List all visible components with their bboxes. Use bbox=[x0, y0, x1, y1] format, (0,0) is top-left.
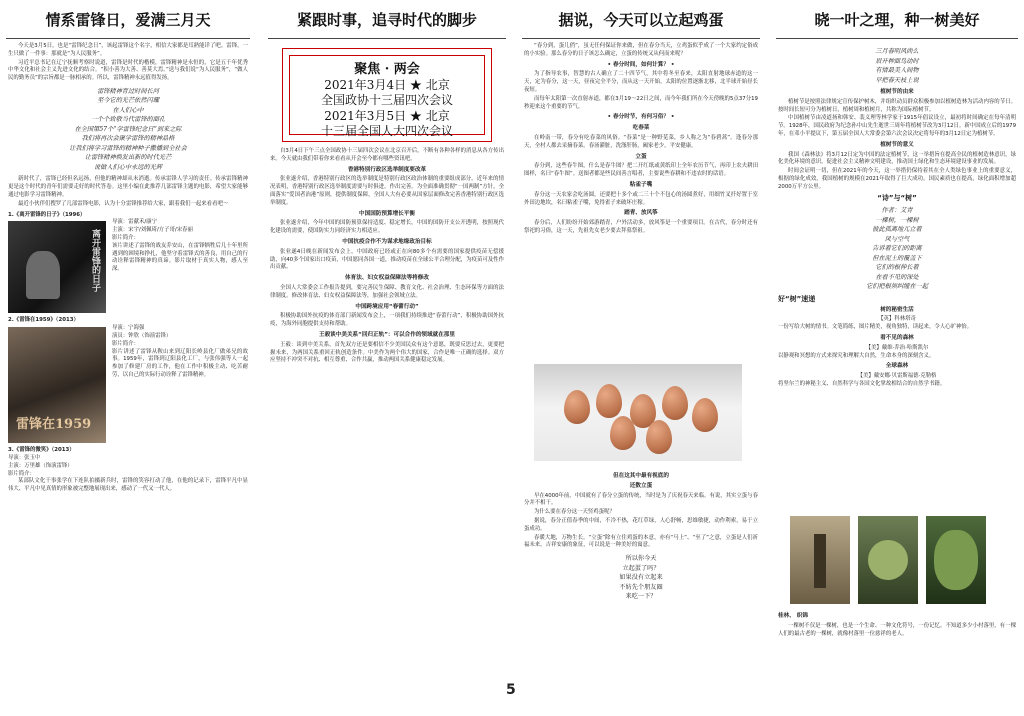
book-cover-3 bbox=[926, 516, 986, 604]
subheading: “诗”与“树” bbox=[877, 193, 917, 202]
article-body-end bbox=[770, 606, 1024, 710]
book-cover-2 bbox=[858, 516, 918, 604]
two-sessions-banner bbox=[282, 48, 492, 142]
book-desc: 一份写给大树的情书。文笔简练，图片精美，视角独特，读起来，令人心旷神怡。 bbox=[778, 324, 973, 331]
section-title: 情系雷锋日，爱满三月天 bbox=[6, 2, 250, 39]
cast: 主演：宋宇/刘佩琦/方子哥/宋春丽 bbox=[112, 227, 193, 234]
poem-line: 在看不见的深处 bbox=[875, 273, 919, 281]
film-title: 3.《雷锋的微笑》（2013） bbox=[8, 447, 75, 454]
book-cover-1 bbox=[790, 516, 850, 604]
paragraph: 张业遂介绍，今年中国的国防预算保持适度、稳定增长，中国的国防开支公开透明，按照现代化建设的需要，使国防实力同经济实力相适应。 bbox=[270, 220, 504, 235]
poem-author: 作者：艾青 bbox=[881, 207, 913, 215]
poem-line: 彼此孤离地兀立着 bbox=[872, 226, 922, 234]
poem-line: 有情最美人间物 bbox=[875, 67, 919, 74]
subheading: 踏青、放风筝 bbox=[624, 210, 658, 217]
paragraph: 积极协助国外抗疫的体育部门新闻发布会上，一项我们持续推进“春蕾行动”，积极协助国外抗疫，为海外同胞提供支持和帮助。 bbox=[270, 313, 504, 328]
column-leifeng bbox=[0, 0, 256, 716]
subheading: • 春分时节，有何习俗？ • bbox=[607, 114, 675, 121]
paragraph: 为什么要在春分这一天竖鸡蛋呢？ bbox=[534, 509, 615, 516]
paragraph: 一棵树不仅是一棵树，也是一个生命、一种文化符号，一份记忆。不知道多少小村落里，有一棵人们的最古老的一棵树，就像村落里一位慈祥的老人。 bbox=[778, 622, 1016, 637]
paragraph: 春暖大地，万物生长。“立蛋”除有立住鸡蛋的本意，亦有“马上”、“至了”之意，立蛋是人们祈福未来，吉祥安康的象征，可以说是一种美好的寓意。 bbox=[524, 534, 758, 549]
section-title: 晓一叶之理，种一树美好 bbox=[776, 2, 1018, 39]
article-body bbox=[516, 39, 766, 236]
book-title: 树的秘密生活 bbox=[880, 306, 914, 313]
paragraph: 而每年太阳第一次直射赤道，都在3月19～22日之间，而今年我们所在今天傍晚的5点37分19秒迎来这个重要的节气。 bbox=[524, 95, 758, 110]
paragraph: 时间会证明一切，但在2021年的今天，这一举措仍保持着其在全人类绿色事业上的重要意义，根据的绿化成效，我国植树的规模在2021年取得了巨大成功。国民素质也在提高，绿化面积增加超2000万平方公里。 bbox=[778, 168, 1016, 190]
book-desc: 以静观和冥想的方式来探究和理解大自然，生命本身的深刻含义。 bbox=[778, 352, 935, 359]
closing-line: 来吃一下？ bbox=[625, 593, 657, 601]
director: 导演：宁海强 bbox=[112, 325, 145, 332]
article-body bbox=[0, 39, 256, 494]
paragraph: 据说，春分正值春季的中间，不冷不热，花红草绿，人心舒畅，思维敏捷，动作利索，易于立蛋成功。 bbox=[524, 517, 758, 532]
article-body bbox=[770, 39, 1024, 389]
subheading: 中国跨境应用“春蕾行动” bbox=[355, 303, 419, 310]
eggs-photo bbox=[534, 364, 742, 461]
poster-title: 离开雷锋的日子 bbox=[90, 229, 100, 293]
paragraph: 植树节是按照法律规定宣传保护树木，并组织动员群众积极参加以植树造林为活动内容的节日。按时间长短可分为植树日，植树周和植树月，共称为国际植树节。 bbox=[778, 98, 1016, 113]
poem-line: 说做人们心中永远的光辉 bbox=[93, 163, 163, 171]
poem-line: 让雷锋精神焕发出新的时代光芒 bbox=[84, 154, 172, 162]
closing-line: 不妨先个朋友圈 bbox=[619, 583, 663, 591]
paragraph: 中国植树节由凌道扬和韩安、裴义理等林学家于1915年倡议设立，最初将时间确定在每年清明节。1928年，国民政府为纪念孙中山先生逝世三周年将植树节改为3月12日。新中国成立后的1979年，在邓小平提议下，第五届全国人大常委会第六次会议决定将每年的3月12日定为植树节。 bbox=[778, 115, 1016, 137]
intro-label: 影片简介： bbox=[112, 340, 139, 347]
film-title: 2.《雷锋在1959》（2013） bbox=[8, 317, 79, 324]
paragraph: 我国《森林法》将3月12日定为中国的法定植树节，这一举措旨在提高全民的植树造林意识，绿化美化环境的意识，促进社会主义精神文明建设，推动国土绿化和生态环境建设事业的发展。 bbox=[778, 151, 1016, 166]
section-title: 紧跟时事，追寻时代的脚步 bbox=[268, 2, 506, 39]
intro-poem bbox=[778, 47, 1016, 85]
paragraph: 为了指导农事，智慧的古人确立了二十四节气，其中将冬至春来，太阳直射地球赤道的这一天，定为春分，这一天，昼夜完全平分，而从这一天开始，太阳的位置逐渐北移，北半球开始昼长夜短。 bbox=[524, 71, 758, 93]
poem-line: 我们将再次会聚学雷锋的精神品格 bbox=[81, 135, 175, 143]
book-title: 全球森林 bbox=[885, 363, 909, 370]
book-title: 看不见的森林 bbox=[880, 335, 914, 342]
paragraph: 春分后，人们纷纷开始郊游踏青，户外活动多，放风筝是一个重要项目。在古代，春分时还有祭祀的习俗，这一天，先祖先女老少要去拜墓祭祖。 bbox=[524, 220, 758, 234]
intro-label: 影片简介： bbox=[112, 235, 139, 242]
article-body bbox=[262, 144, 512, 708]
poem-line: 至今它的光芒依然闪耀 bbox=[97, 97, 159, 105]
book-author: 【英】科林塔奇 bbox=[878, 316, 916, 323]
subheading: 粘雀子嘴 bbox=[629, 181, 653, 188]
film2-poster bbox=[8, 325, 108, 445]
film-title: 1.《离开雷锋的日子》（1996） bbox=[8, 211, 86, 218]
paragraph: 新时代了，雷锋已经但名远扬，但他的精神却从未消逝。传承雷锋人学习的责任。传承雷锋精神更是这个时代的青年们需要走好的时代答卷。这里小编在此推荐几部雷锋主题的电影，希望大家能够通过电影学习雷锋精神。 bbox=[8, 176, 248, 199]
director: 导演：张玉中 bbox=[8, 455, 41, 462]
photo-caption: 但在这其中最有视底的 bbox=[613, 473, 669, 479]
poem-line: 早把春天枝上说 bbox=[875, 76, 919, 84]
subheading: 植树节的意义 bbox=[880, 141, 914, 148]
subheading: 植树节的由来 bbox=[880, 89, 914, 95]
cast: 演员：钟欣（饰演雷锋） bbox=[112, 333, 172, 340]
paragraph: 春分到，这些春牛图，什么是春牛图？把二开红纸或黄纸印上全年农历节气，再印上农夫耕田图样，名曰“春牛图”。送图者都是些民间善言唱者，主要说些春耕和不违农时的话语。 bbox=[524, 163, 758, 178]
poem-line: 雷锋精神育过时间长河 bbox=[97, 87, 159, 95]
paragraph: 王毅：谈到中美关系，首先双方还是要相信不少美国民众有这个意愿，既要反思过去，更要把握未来，为两国关系重回正轨创造条件。中美作为两个伟大的国家，合作是唯一正确的选择。双方应坚持不冲突不对抗、相互尊重、合作共赢，推动两国关系健康稳定发展。 bbox=[270, 341, 504, 364]
paragraph: 自3月4日下午三点全国政协十三届四次会议在北京召开后，不断有各种各样的消息从各方传出来。今天就由我们带着你来看看从开会至今都有哪些资讯吧。 bbox=[270, 148, 504, 162]
poem-line: 眉开种面鸟动时 bbox=[875, 57, 919, 65]
poster-title: 雷锋在1959 bbox=[16, 417, 92, 433]
banner-heading: 聚焦 · 两会 bbox=[354, 62, 420, 77]
poem-line: 风与空气 bbox=[884, 235, 910, 243]
subheading: 中国国防预算增长平衡 bbox=[359, 210, 415, 217]
paragraph: 今天是3月5日，也是“雷锋纪念日”，该起雷锋这个名字，相信大家都是耳熟能详了吧。雷锋，一生只做了一件事：那就是“为人民服务”。 bbox=[8, 43, 248, 57]
subheading: 香港特别行政区选举制度要改革 bbox=[347, 166, 427, 173]
paragraph: 早在4000年前，中国就有了春分立蛋的传统，当时是为了庆祝春天来临。有说，其实立蛋与春分并不相干。 bbox=[524, 492, 758, 507]
closing-line: 所以你今天 bbox=[625, 555, 657, 563]
paragraph: 在岭南一带，春分有吃春菜的风俗。“春菜”是一种野苋菜，乡人称之为“春碧蒿”。逢春分那天，全村人都去采摘春菜。春汤灌脏，洗涤肝肠，阖家老少，平安健康。 bbox=[524, 134, 758, 149]
paragraph: 习近平总书记在辽宁抚顺考察时说道，雷锋是时代的楷模，雷锋精神是永恒的，它是五千年优秀中华文化和社会主义先进文化的结合。“积小善为大善、善莫大焉。”送与我们说“为人民服务”，“做人民的勤务员”的宗旨都是一脉相承的。所以，雷锋精神永远值得发扬。 bbox=[8, 59, 248, 82]
intro-label: 影片简介： bbox=[8, 470, 35, 477]
paragraph: 张业遂4日晚在新闻发布会上，中国政府已经或正在向80多个有需要的国家提供疫苗无偿援助，向40多个国家出口疫苗，中国愿同各国一道，推动疫苗在全球公平合理分配，为疫苗可及性作出贡献。 bbox=[270, 248, 504, 271]
banner-line: 2021年3月5日 ★ 北京 bbox=[324, 108, 450, 123]
poem-line: 一棵树，一棵树 bbox=[875, 216, 919, 224]
subheading: 王毅谈中美关系“回归正轨”：可以合作的领域就在那里 bbox=[318, 331, 455, 338]
subheading: 立蛋 bbox=[635, 153, 647, 160]
article-body-continued bbox=[516, 466, 766, 684]
poem-line: 在人们心中 bbox=[112, 106, 144, 114]
closing-lines bbox=[524, 554, 758, 602]
subheading: 好“树”速递 bbox=[778, 294, 816, 303]
paragraph: 春分这一天农家会吃汤圆，还要把十多个或二三十个不包心的汤圆煮好，用细竹叉扦好置于室外田边地坎，名曰粘雀子嘴，免得雀子来破坏庄稼。 bbox=[524, 191, 758, 206]
book-desc: 将坚尔兰的神秘主义、自然科学与各国文化掌故相结合的自然学书籍。 bbox=[778, 381, 946, 388]
poem-line: 它们的根伸长着 bbox=[875, 264, 919, 272]
poem-line: 它们把根须纠缠在一起 bbox=[866, 283, 928, 291]
paragraph: “春分到，蛋儿俏”，虽无任何保证你来做，但在春分当天，立鸡蛋似乎成了一个大家约定俗成的小实验。那么春分的日子该怎么确定，立蛋的传统又从何而来呢？ bbox=[524, 43, 758, 57]
film1-poster bbox=[8, 219, 108, 315]
film-summary: 影片讲述了雷锋从鞍山来到辽阳长岭县化厂做弟兄的故事。1959年，雷锋到辽阳县化工厂，与张伟强等人一起参加了修建厂房的工作，他在工作中积极主动、吃苦耐劳，以自己的实际行动诠释了雷锋精神。 bbox=[112, 348, 248, 379]
closing-line: 如果没有立起来 bbox=[619, 574, 663, 582]
banner-line: 十三届全国人大四次会议 bbox=[320, 124, 453, 138]
closing-line: 立起蛋了吗？ bbox=[622, 564, 660, 572]
poem-line: 告诉着它们的距离 bbox=[872, 245, 922, 253]
subheading: • 春分时间，如何计算？ • bbox=[607, 61, 675, 68]
photo-caption: 还数立蛋 bbox=[629, 482, 653, 489]
paragraph: 全国人大常委会工作报告提到，要完善民生保障、教育文化、社会治理、生态环保等方面的法律制度。修改体育法、妇女权益保障法等，加强社会领域立法。 bbox=[270, 284, 504, 299]
poem-line: 在全国第57个“学雷锋纪念日”到来之际 bbox=[74, 125, 182, 133]
subheading: 桂林、 织锦 bbox=[778, 613, 808, 619]
paragraph: 张业遂介绍，香港特别行政区的选举制度是特别行政区政治体制的重要组成部分。近年来的情况表明，香港特别行政区选举制度需要与时俱进，作出完善。为全面准确贯彻“一国两制”方针，全面落实“爱国者治港”原则，提供制度保障，全国人大有必要从国家层面修改完善香港特别行政区选举制度。 bbox=[270, 176, 504, 206]
subheading: 中国抗疫合作不为谋求地缘政治目标 bbox=[342, 238, 432, 245]
book-author: 【美】戴安娜·贝雷斯福德·克勒格 bbox=[857, 373, 937, 380]
film-summary: 该片讲述了雷锋的战友乔安山，在雷锋牺牲后几十年里所遇到的困境和挣扎，他坚守着雷锋式的善良，用自己的行动诠释雷锋精神的真谛。影片取材于真实人物，感人至深。 bbox=[112, 242, 248, 273]
page-number: 5 bbox=[506, 682, 516, 698]
film-summary: 某部队文化干事张学在下连队拍摄新兵时，雷锋的笑容打动了他，在他的记录下，雷锋平凡中显伟大、平凡中见真情的形象被完整地展现出来，感动了一代又一代人。 bbox=[8, 478, 248, 493]
banner-line: 全国政协十三届四次会议 bbox=[320, 93, 453, 107]
poem-line: 三月春明风尚么 bbox=[875, 48, 919, 55]
book-author: 【美】戴维·乔治·哈斯凯尔 bbox=[865, 344, 929, 351]
subheading: 体育法、妇女权益保障法等将修改 bbox=[345, 275, 429, 282]
poem bbox=[778, 206, 1016, 292]
subheading: 吃春菜 bbox=[632, 125, 650, 132]
cast: 主演：万里雄（饰演雷锋） bbox=[8, 462, 73, 469]
section-title: 据说，今天可以立起鸡蛋 bbox=[522, 2, 760, 39]
paragraph: 最近小伙伴们搜罗了几部雷锋电影，认为十分雷锋推荐给大家，跟着我们一起来看看吧～ bbox=[18, 200, 229, 207]
banner-line: 2021年3月4日 ★ 北京 bbox=[324, 77, 450, 92]
poem bbox=[8, 87, 248, 173]
director: 导演：雷献禾/康宁 bbox=[112, 219, 157, 226]
poem-line: 让我们将学习雷锋的精神种子撒播到全社会 bbox=[69, 144, 187, 152]
poem-line: 但在泥土的覆盖下 bbox=[872, 254, 922, 262]
poem-line: 一个个致敬当代雷锋的面孔 bbox=[90, 116, 166, 124]
